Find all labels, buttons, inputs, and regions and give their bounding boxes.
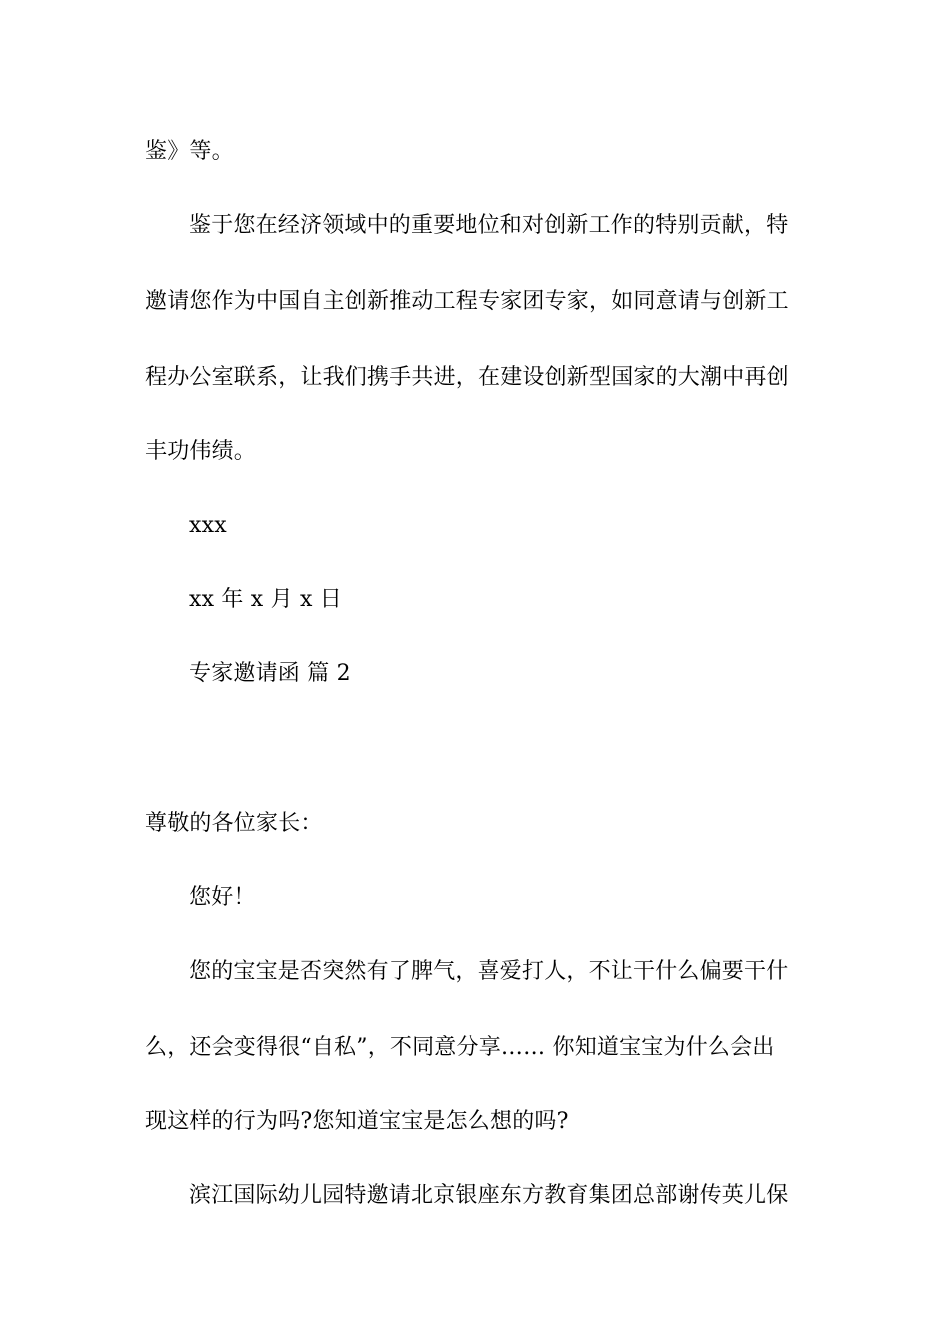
section-heading: 专家邀请函 篇 2 bbox=[189, 661, 351, 686]
paragraph-line: 现这样的行为吗?您知道宝宝是怎么想的吗? bbox=[145, 1109, 569, 1134]
paragraph-line: 程办公室联系，让我们携手共进，在建设创新型国家的大潮中再创 bbox=[145, 365, 789, 390]
paragraph-line: 您的宝宝是否突然有了脾气，喜爱打人，不让干什么偏要干什 bbox=[189, 959, 789, 984]
paragraph-line: 丰功伟绩。 bbox=[145, 439, 257, 464]
signature-name: xxx bbox=[189, 513, 227, 538]
paragraph-line: 滨江国际幼儿园特邀请北京银座东方教育集团总部谢传英儿保 bbox=[189, 1183, 789, 1208]
paragraph-line: 鉴》等。 bbox=[145, 139, 234, 164]
paragraph-line: 邀请您作为中国自主创新推动工程专家团专家，如同意请与创新工 bbox=[145, 289, 789, 314]
greeting: 您好！ bbox=[189, 885, 256, 910]
paragraph-line: 么，还会变得很“自私”，不同意分享…… 你知道宝宝为什么会出 bbox=[145, 1035, 775, 1060]
signature-date: xx 年 x 月 x 日 bbox=[189, 587, 342, 612]
paragraph-line: 鉴于您在经济领域中的重要地位和对创新工作的特别贡献，特 bbox=[189, 213, 789, 238]
salutation: 尊敬的各位家长： bbox=[145, 811, 323, 836]
